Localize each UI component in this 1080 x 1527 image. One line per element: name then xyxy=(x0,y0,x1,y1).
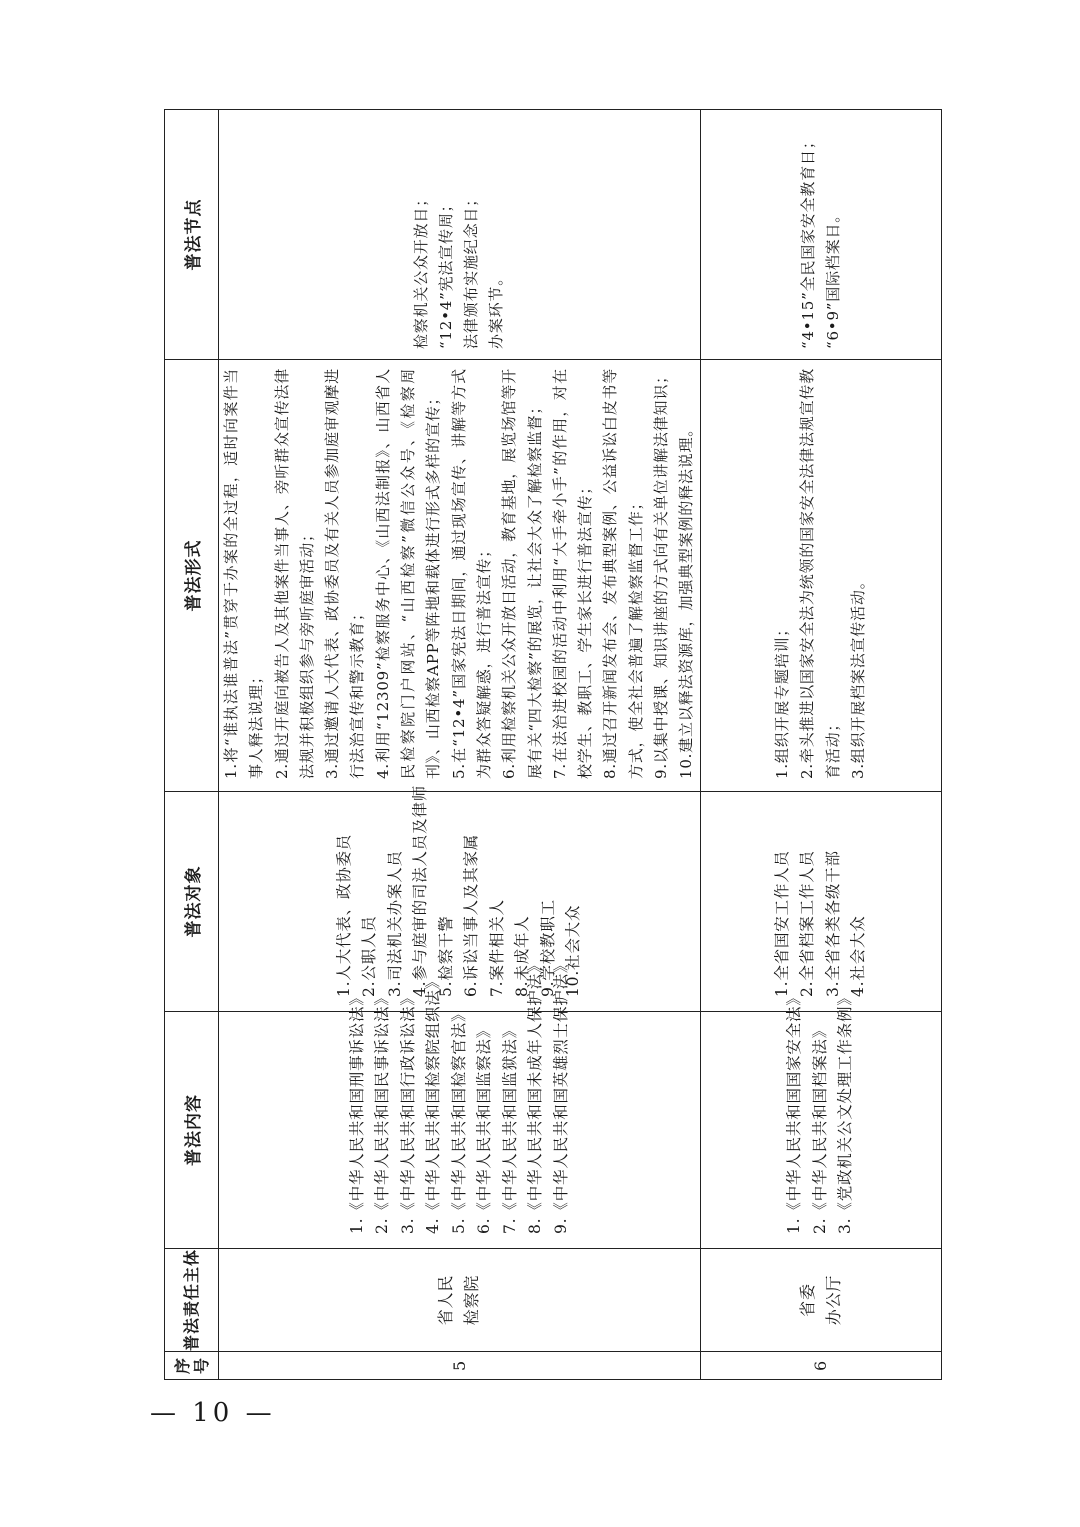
list-item: 4.社会大众 xyxy=(849,915,868,997)
form-list xyxy=(701,360,941,791)
row-target xyxy=(219,785,701,1012)
list-item: “4•15”全民国家安全教育日； xyxy=(798,133,817,349)
list-item: “6•9”国际档案日。 xyxy=(823,206,842,349)
list-item: 4.利用“12309”检察服务中心、《山西法制报》、山西省人民检察院门户网站、“山西检察”微信公众号、《检察周刊》、山西检察APP等阵地和载体进行形式多样的宣传； xyxy=(373,368,443,779)
table-row xyxy=(700,110,941,1380)
list-item: 5.《中华人民共和国检察官法》 xyxy=(449,1005,468,1234)
list-item: 3.司法机关办案人员 xyxy=(385,850,404,997)
list-item: 2.通过开庭向被告人及其他案件当事人、旁听群众宣传法律法规并积极组织参与旁听庭审活动； xyxy=(272,368,316,779)
list-item: 2.《中华人民共和国民事诉讼法》 xyxy=(373,989,392,1234)
row-target xyxy=(700,792,941,1012)
row-num: 6 xyxy=(700,1352,941,1380)
list-item: 4.《中华人民共和国检察院组织法》 xyxy=(424,973,443,1234)
list-item: 办案环节。 xyxy=(487,269,506,349)
list-item: 2.全省档案工作人员 xyxy=(798,850,817,997)
list-item: 3.《中华人民共和国行政诉讼法》 xyxy=(398,989,417,1234)
table-row xyxy=(219,110,701,1380)
list-item: 10.社会大众 xyxy=(564,904,583,997)
list-item: 1.将“谁执法谁普法”贯穿于办案的全过程，适时向案件当事人释法说理； xyxy=(222,368,266,779)
target-list xyxy=(219,785,700,1011)
list-item: 1.《中华人民共和国刑事诉讼法》 xyxy=(347,989,366,1234)
list-item: 10.建立以释法资源库，加强典型案例的释法说理。 xyxy=(677,420,696,779)
list-item: 3.《党政机关公文处理工作条例》 xyxy=(836,989,855,1234)
list-item: 3.通过邀请人大代表、政协委员及有关人员参加庭审观摩进行法治宣传和警示教育； xyxy=(323,368,367,779)
content-list xyxy=(701,989,941,1248)
law-popularization-table xyxy=(164,109,942,1380)
list-item: 7.《中华人民共和国监狱法》 xyxy=(500,1022,519,1234)
list-item: “12•4”宪法宣传周； xyxy=(437,196,456,349)
row-content xyxy=(700,989,941,1249)
form-list xyxy=(219,360,700,791)
node-list xyxy=(701,110,941,359)
header-target: 普法对象 xyxy=(165,792,219,1012)
list-item: 7.在法治进校园的活动中利用“大手牵小手”的作用，对在校学生、教职工、学生家长进行普法宣传； xyxy=(550,368,595,779)
list-item: 5.检察干警 xyxy=(436,915,455,997)
list-item: 1.《中华人民共和国国家安全法》 xyxy=(785,989,804,1234)
list-item: 2.《中华人民共和国档案法》 xyxy=(810,1022,829,1234)
list-item: 法律颁布实施纪念日； xyxy=(462,190,481,349)
list-item: 6.利用检察机关公众开放日活动，教育基地，展览场馆等开展有关“四大检察”的展览，让社会大众了解检察监督； xyxy=(500,368,544,779)
row-form xyxy=(219,360,701,792)
header-subject: 普法责任主体 xyxy=(165,1249,219,1352)
list-item: 1.人大代表、政协委员 xyxy=(334,833,353,997)
row-subject: 省人民 检察院 xyxy=(219,1249,701,1352)
list-item: 9.以集中授课、知识讲座的方式向有关单位讲解法律知识； xyxy=(652,368,671,779)
list-item: 7.案件相关人 xyxy=(487,899,506,997)
list-item: 检察机关公众开放日； xyxy=(412,190,431,349)
rotated-table-container xyxy=(164,110,910,1380)
list-item: 1.全省国安工作人员 xyxy=(772,850,791,997)
row-subject: 省委 办公厅 xyxy=(700,1249,941,1352)
list-item: 8.未成年人 xyxy=(513,915,532,997)
list-item: 3.组织开展档案法宣传活动。 xyxy=(848,573,867,779)
list-item: 6.诉讼当事人及其家属 xyxy=(462,833,481,997)
list-item: 5.在“12•4”国家宪法日期间，通过现场宣传、讲解等方式为群众答疑解惑，进行普法宣传； xyxy=(449,368,493,779)
row-node xyxy=(700,110,941,360)
header-form: 普法形式 xyxy=(165,360,219,792)
list-item: 8.通过召开新闻发布会、发布典型案例、公益诉讼白皮书等方式，使全社会普遍了解检察监督工作； xyxy=(601,368,645,779)
list-item: 8.《中华人民共和国未成年人保护法》 xyxy=(526,956,545,1234)
header-num: 序号 xyxy=(165,1352,219,1380)
table-header-row xyxy=(165,110,219,1380)
header-node: 普法节点 xyxy=(165,110,219,360)
row-form xyxy=(700,360,941,792)
target-list xyxy=(701,792,941,1011)
list-item: 9.《中华人民共和国英雄烈士保护法》 xyxy=(551,956,570,1234)
list-item: 4.参与庭审的司法人员及律师 xyxy=(411,785,430,997)
list-item: 2.公职人员 xyxy=(360,915,379,997)
row-num: 5 xyxy=(219,1352,701,1380)
page-number: — 10 — xyxy=(150,1398,276,1428)
header-content: 普法内容 xyxy=(165,1012,219,1249)
list-item: 1.组织开展专题培训； xyxy=(773,620,792,779)
list-item: 9.学校教职工 xyxy=(538,899,557,997)
node-list xyxy=(219,110,700,359)
list-item: 6.《中华人民共和国监察法》 xyxy=(475,1022,494,1234)
row-node xyxy=(219,110,701,360)
list-item: 3.全省各类各级干部 xyxy=(823,850,842,997)
list-item: 2.牵头推进以国家安全法为统领的国家安全法律法规宣传教育活动； xyxy=(798,368,842,779)
